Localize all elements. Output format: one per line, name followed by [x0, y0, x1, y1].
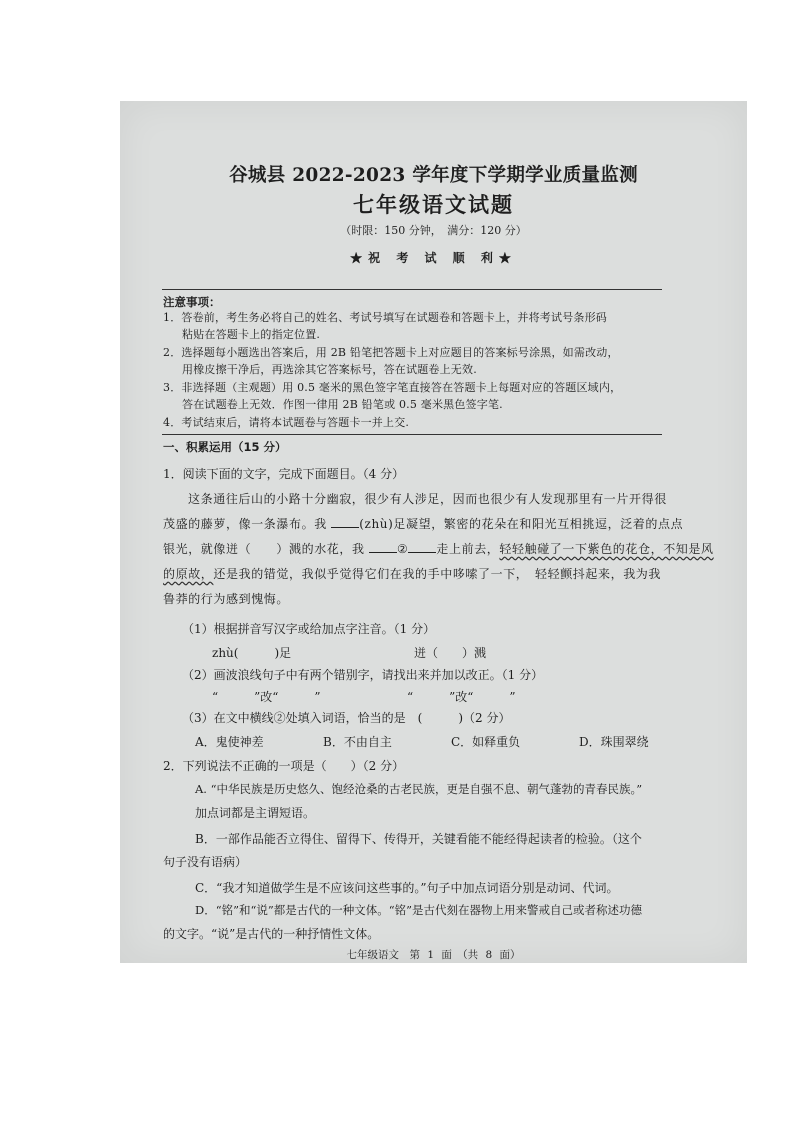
subquestion-1: （1）根据拼音写汉字或给加点字注音。（1 分） — [182, 622, 436, 636]
note-item: 3．非选择题（主观题）用 0.5 毫米的黑色签字笔直接答在答题卡上每题对应的答题区域内， — [163, 381, 622, 394]
option-b[interactable]: B．不由自主 — [323, 735, 392, 749]
question-1-stem: 1．阅读下面的文字，完成下面题目。（4 分） — [163, 467, 405, 481]
question-2-stem: 2．下列说法不正确的一项是（ ）（2 分） — [163, 759, 405, 773]
answer-slot-zhu[interactable]: zhù( )足 — [212, 646, 292, 660]
correction-slot[interactable]: “ ”改“ ” — [212, 690, 321, 704]
fill-blank[interactable] — [408, 542, 436, 553]
fill-blank[interactable] — [369, 542, 397, 553]
option-b-text: 句子没有语病） — [163, 855, 248, 869]
option-a-text: 加点词都是主谓短语。 — [195, 806, 316, 820]
pinyin-hint: (zhù) — [359, 517, 394, 531]
option-d-text: D．“铭”和“说”都是古代的一种文体。“铭”是古代刻在器物上用来警戒自己或者称述功德 — [195, 903, 642, 917]
note-item: 粘贴在答题卡上的指定位置. — [182, 328, 321, 341]
passage-line — [163, 565, 661, 582]
exam-subject-title: 七年级语文试题 — [353, 192, 514, 217]
option-c[interactable]: C．如释重负 — [451, 735, 521, 749]
passage-text: 茂盛的藤萝，像一条瀑布。我 — [163, 517, 327, 531]
passage-text: 还是我的错觉，我似乎觉得它们在我的手中哆嗦了一下， 轻轻颤抖起来，我为我 — [213, 567, 662, 581]
note-item: 2．选择题每小题选出答案后，用 2B 铅笔把答题卡上对应题目的答案标号涂黑，如需改动， — [163, 346, 619, 359]
option-b-text: B．一部作品能否立得住、留得下、传得开，关键看能不能经得起读者的检验。（这个 — [195, 832, 642, 846]
passage-line — [163, 540, 714, 557]
passage-line: 鲁莽的行为感到愧悔。 — [163, 592, 290, 606]
option-a-text: A. “中华民族是历史悠久、饱经沧桑的古老民族，更是自强不息、朝气蓬勃的青春民族。” — [195, 782, 643, 796]
wavy-underlined-sentence: 轻轻触碰了一下紫色的花仓，不知是风 — [499, 542, 714, 556]
page-footer: 七年级语文 第 1 面 （共 8 面） — [346, 949, 521, 961]
passage-text: 走上前去， — [436, 542, 500, 556]
option-c-text: C．“我才知道做学生是不应该问这些事的。”句子中加点词语分别是动词、代词。 — [195, 881, 619, 895]
exam-time-score: （时限：150 分钟， 满分：120 分） — [340, 224, 527, 237]
note-item: 4．考试结束后，请将本试题卷与答题卡一并上交. — [163, 416, 410, 429]
exam-paper — [120, 101, 747, 963]
correction-slot[interactable]: “ ”改“ ” — [407, 690, 516, 704]
subquestion-2: （2）画波浪线句子中有两个错别字，请找出来并加以改正。（1 分） — [182, 668, 544, 682]
good-luck-line: ★祝 考 试 顺 利★ — [350, 251, 517, 265]
note-item: 答在试题卷上无效．作图一律用 2B 铅笔或 0.5 毫米黑色签字笔. — [182, 398, 503, 411]
option-d-text: 的文字。“说”是古代的一种抒情性文体。 — [163, 927, 380, 941]
divider-bottom — [162, 434, 662, 435]
blank-marker: ② — [397, 542, 409, 556]
options-row — [195, 733, 707, 750]
fill-blank[interactable] — [331, 517, 359, 528]
note-item: 1．答卷前，考生务必将自己的姓名、考试号填写在试题卷和答题卡上，并将考试号条形码 — [163, 311, 607, 324]
passage-line — [163, 515, 683, 532]
divider-top — [162, 289, 662, 290]
option-d[interactable]: D．珠围翠绕 — [579, 735, 649, 749]
subquestion-3: （3）在文中横线②处填入词语，恰当的是 ( )（2 分） — [182, 711, 511, 725]
exam-title: 谷城县 2022-2023 学年度下学期学业质量监测 — [229, 165, 638, 186]
notes-heading: 注意事项： — [163, 295, 221, 309]
passage-text: 银光，就像迸（ ）溅的水花，我 — [163, 542, 365, 556]
passage-text: 足凝望，繁密的花朵在和阳光互相挑逗，泛着的点点 — [393, 517, 684, 531]
passage-line: 这条通往后山的小路十分幽寂，很少有人涉足，因而也很少有人发现那里有一片开得很 — [188, 492, 667, 506]
note-item: 用橡皮擦干净后，再选涂其它答案标号，答在试题卷上无效. — [182, 363, 477, 376]
section-heading: 一、积累运用（15 分） — [163, 440, 287, 454]
wavy-underlined-sentence: 的原故， — [163, 567, 214, 581]
answer-slot-beng[interactable]: 迸（ ）溅 — [414, 646, 487, 660]
option-a[interactable]: A．鬼使神差 — [195, 735, 264, 749]
